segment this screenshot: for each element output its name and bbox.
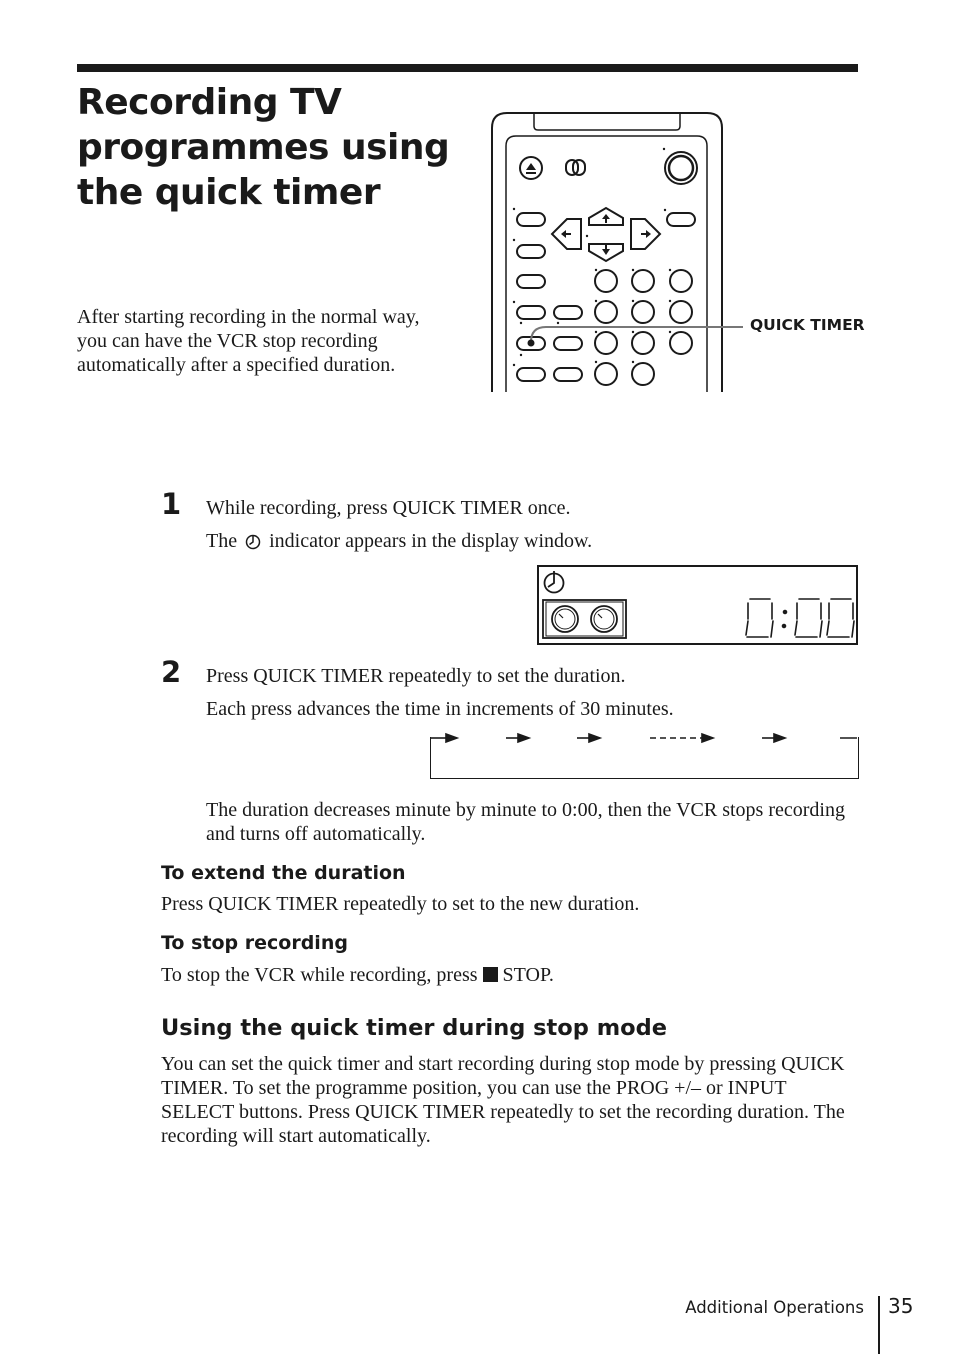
clock-icon [244, 532, 262, 550]
arrow-right-icon [589, 734, 600, 742]
power-button [665, 152, 697, 184]
intro-paragraph: After starting recording in the normal way, you can have the VCR stop recording automatically after a specified duration. [77, 306, 420, 376]
eject-button [520, 157, 542, 179]
step-1-line2-after: indicator appears in the display window. [269, 530, 593, 552]
display-time-readout [746, 599, 854, 637]
tv-video-button [566, 160, 585, 175]
timer-indicator-icon [545, 571, 564, 593]
arrow-right-icon [518, 734, 529, 742]
quick-timer-callout: QUICK TIMER [750, 316, 865, 334]
step-2-line2: Each press advances the time in increments of 30 minutes. [206, 698, 674, 720]
page-title: Recording TV programmes using the quick timer [77, 82, 450, 213]
step-1-line2 [206, 529, 592, 553]
step-1-line1: While recording, press QUICK TIMER once. [206, 497, 571, 519]
extend-heading: To extend the duration [161, 862, 406, 884]
arrow-right-icon [774, 734, 785, 742]
step-2-note: The duration decreases minute by minute to 0:00, then the VCR stops recording and turns off automatically. [206, 799, 845, 845]
extend-text: Press QUICK TIMER repeatedly to set to the new duration. [161, 893, 640, 915]
page-number: 35 [888, 1294, 914, 1318]
duration-cycle-arrows [430, 730, 858, 750]
display-window [537, 565, 859, 646]
remote-control-illustration [488, 108, 868, 398]
step-1-line2-before: The [206, 530, 238, 552]
stop-square-icon [483, 967, 498, 982]
stop-text-before: To stop the VCR while recording, press [161, 964, 478, 986]
step-2-line1: Press QUICK TIMER repeatedly to set the duration. [206, 665, 626, 687]
arrow-right-icon [702, 734, 713, 742]
stop-text-after: STOP. [502, 964, 554, 986]
stop-heading: To stop recording [161, 932, 348, 954]
stop-text [161, 963, 554, 987]
stop-mode-text: You can set the quick timer and start recording during stop mode by pressing QUICK TIMER. To set the programme position, you can use the PROG +/– or INPUT SELECT buttons. Press QUICK TIMER repeatedly to set the recording duration. The recording will start automatically. [161, 1053, 845, 1147]
footer-section-name: Additional Operations [685, 1298, 864, 1317]
stop-mode-heading: Using the quick timer during stop mode [161, 1015, 667, 1041]
footer-rule [878, 1296, 880, 1354]
step-2-number: 2 [161, 655, 182, 689]
top-rule [77, 64, 858, 72]
cassette-icon [543, 600, 626, 638]
step-1-number: 1 [161, 487, 182, 521]
arrow-right-icon [446, 734, 457, 742]
